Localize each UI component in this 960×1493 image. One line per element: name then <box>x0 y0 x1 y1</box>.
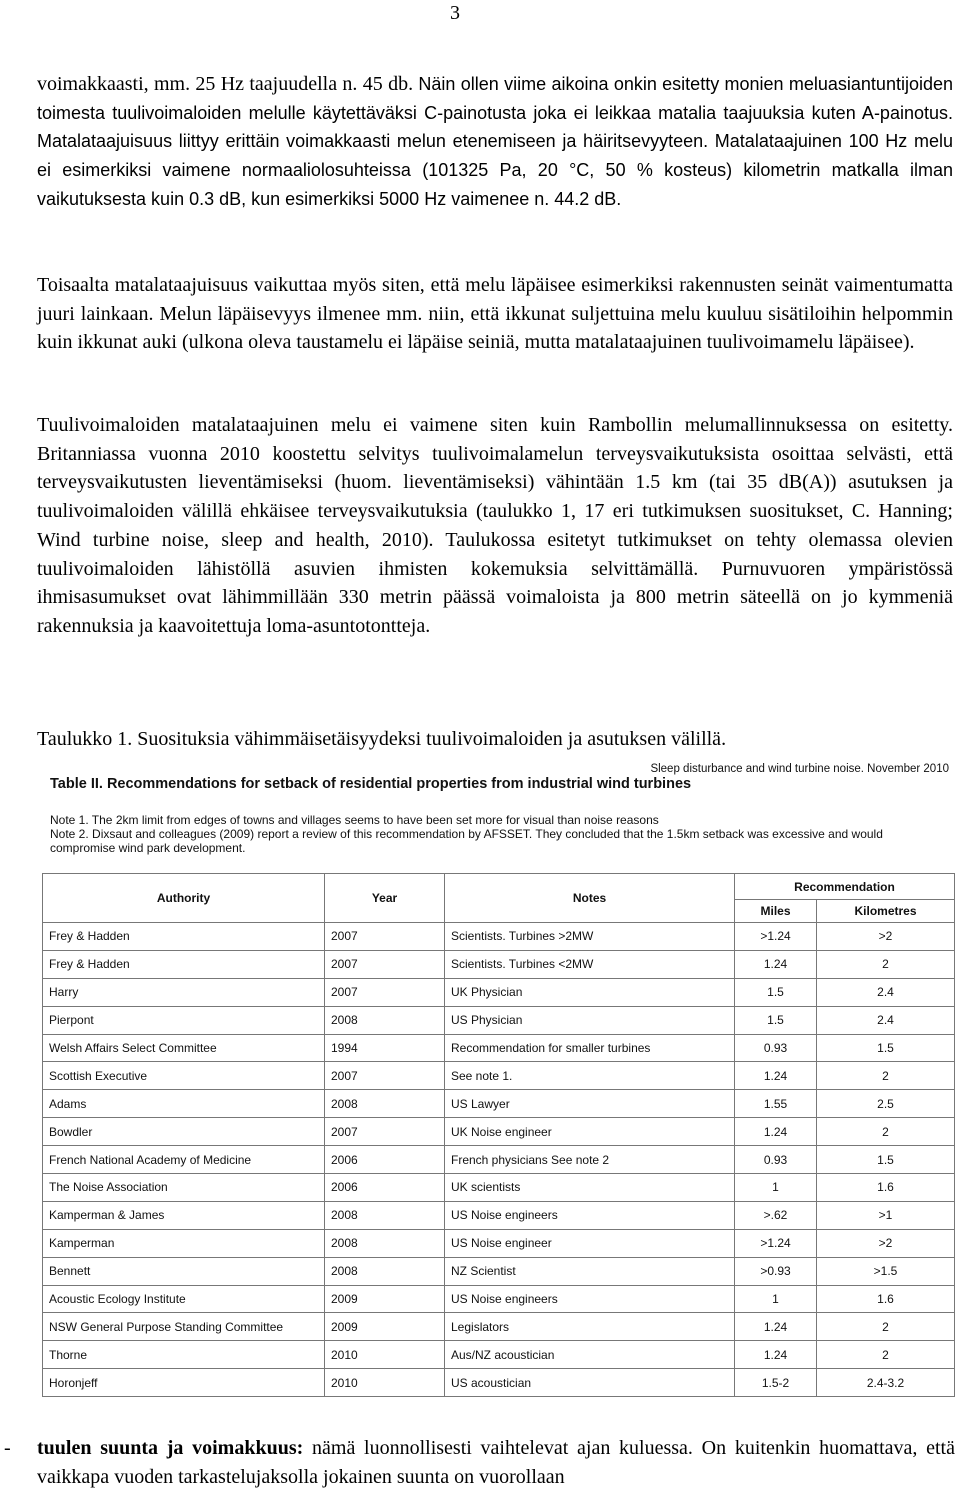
cell-notes: Scientists. Turbines >2MW <box>445 923 735 951</box>
cell-authority: Adams <box>43 1090 325 1118</box>
cell-year: 2007 <box>325 1118 445 1146</box>
table-row <box>43 1090 955 1118</box>
cell-authority: Scottish Executive <box>43 1062 325 1090</box>
paragraph-1-rest: Näin ollen viime aikoina onkin esitetty monien meluasiantuntijoiden toimesta tuulivoimaloiden melulle käytettäväksi C-painotusta joka ei leikkaa matalia taajuuksia kuten A-painotus. Matalataajuisuus liittyy erittäin voimakkaasti melun etenemiseen ja häiritsevyyteen. Matalataajuinen 100 Hz melu ei esimerkiksi vaimene normaaliolosuhteissa (101325 Pa, 20 °C, 50 % kosteus) kilometrin matkalla ilman vaikutuksesta kuin 0.3 dB, kun esimerkiksi 5000 Hz vaimenee n. 44.2 dB. <box>37 74 953 209</box>
bullet-dash: - <box>4 1437 11 1459</box>
bullet-body: nämä luonnollisesti vaihtelevat ajan kuluessa. On kuitenkin huomattava, että vaikkapa vuoden tarkastelujaksolla jokainen suunta on vuorollaan <box>37 1437 955 1488</box>
cell-year: 2009 <box>325 1313 445 1341</box>
cell-year: 2008 <box>325 1229 445 1257</box>
table-row <box>43 1174 955 1202</box>
table-row <box>43 1006 955 1034</box>
cell-miles: 0.93 <box>735 1146 817 1174</box>
cell-authority: Acoustic Ecology Institute <box>43 1285 325 1313</box>
table-caption: Taulukko 1. Suosituksia vähimmäisetäisyydeksi tuulivoimaloiden ja asutuksen välillä. <box>37 728 727 750</box>
table-row <box>43 1201 955 1229</box>
cell-authority: Frey & Hadden <box>43 950 325 978</box>
cell-miles: 1.24 <box>735 1313 817 1341</box>
cell-km: 2.4-3.2 <box>817 1369 955 1397</box>
cell-year: 2010 <box>325 1341 445 1369</box>
cell-notes: US Physician <box>445 1006 735 1034</box>
table-row <box>43 1034 955 1062</box>
cell-miles: 1.5 <box>735 978 817 1006</box>
table-row <box>43 950 955 978</box>
cell-authority: Harry <box>43 978 325 1006</box>
cell-authority: Bowdler <box>43 1118 325 1146</box>
cell-notes: UK scientists <box>445 1174 735 1202</box>
cell-notes: French physicians See note 2 <box>445 1146 735 1174</box>
figure-source: Sleep disturbance and wind turbine noise. November 2010 <box>650 763 949 775</box>
cell-year: 2008 <box>325 1201 445 1229</box>
cell-authority: Thorne <box>43 1341 325 1369</box>
figure-title: Table II. Recommendations for setback of residential properties from industrial wind turbines <box>50 776 692 792</box>
cell-notes: Scientists. Turbines <2MW <box>445 950 735 978</box>
cell-km: 2 <box>817 1341 955 1369</box>
cell-miles: 1.55 <box>735 1090 817 1118</box>
cell-authority: Pierpont <box>43 1006 325 1034</box>
header-kilometres: Kilometres <box>817 900 955 923</box>
cell-year: 2007 <box>325 923 445 951</box>
cell-notes: Aus/NZ acoustician <box>445 1341 735 1369</box>
cell-year: 2006 <box>325 1146 445 1174</box>
cell-year: 2009 <box>325 1285 445 1313</box>
cell-km: 1.6 <box>817 1174 955 1202</box>
cell-km: 1.5 <box>817 1146 955 1174</box>
cell-km: 2.4 <box>817 1006 955 1034</box>
cell-miles: 1.24 <box>735 1341 817 1369</box>
cell-miles: >.62 <box>735 1201 817 1229</box>
cell-miles: 0.93 <box>735 1034 817 1062</box>
cell-miles: 1.24 <box>735 1062 817 1090</box>
cell-notes: US acoustician <box>445 1369 735 1397</box>
cell-km: 2 <box>817 1313 955 1341</box>
bullet-item <box>0 1434 955 1491</box>
paragraph-2: Toisaalta matalataajuisuus vaikuttaa myös siten, että melu läpäisee esimerkiksi rakennusten seinät vaimentumatta juuri lainkaan. Melun läpäisevyys ilmenee mm. niin, että ikkunat suljettuina melu kuuluu sisätiloihin helpommin kuin ikkunat auki (ulkona oleva taustamelu ei läpäise seiniä, mutta matalataajuinen tuulivoimamelu läpäisee). <box>37 274 953 354</box>
paragraph-1-start: voimakkaasti, mm. 25 Hz taajuudella n. 45 db. <box>37 73 414 95</box>
cell-authority: Bennett <box>43 1257 325 1285</box>
table-body <box>43 923 955 1397</box>
cell-miles: >1.24 <box>735 1229 817 1257</box>
cell-miles: 1.5 <box>735 1006 817 1034</box>
paragraph-3: Tuulivoimaloiden matalataajuinen melu ei vaimene siten kuin Rambollin melumallinnuksessa on esitetty. Britanniassa vuonna 2010 koostettu selvitys tuulivoimalamelun terveysvaikutuksista osoittaa selvästi, että terveysvaikutusten lieventämiseksi (huom. lieventämiseksi) vähintään 1.5 km (tai 35 dB(A)) asutuksen ja tuulivoimaloiden välillä ehkäisee terveysvaikutuksia (taulukko 1, 17 eri tutkimuksen suositukset, C. Hanning; Wind turbine noise, sleep and health, 2010). Taulukossa esitetyt tutkimukset on tehty olemassa olevien tuulivoimaloiden lähistöllä asuvien ihmisten kokemuksia selvittämällä. Purnuvuoren ympäristössä ihmisasumukset ovat lähimmillään 330 metrin päässä voimaloista ja 800 metrin säteellä on jo kymmeniä rakennuksia ja kaavoitettuja loma-asuntotontteja. <box>37 414 953 637</box>
cell-year: 2006 <box>325 1174 445 1202</box>
cell-authority: The Noise Association <box>43 1174 325 1202</box>
table-row <box>43 1369 955 1397</box>
table-figure <box>40 758 955 1413</box>
cell-miles: 1.24 <box>735 950 817 978</box>
cell-notes: Recommendation for smaller turbines <box>445 1034 735 1062</box>
cell-authority: Kamperman & James <box>43 1201 325 1229</box>
paragraph-1 <box>37 70 953 214</box>
page-number: 3 <box>450 2 460 24</box>
cell-authority: Welsh Affairs Select Committee <box>43 1034 325 1062</box>
bullet-bold-term: tuulen suunta ja voimakkuus: <box>37 1437 304 1459</box>
header-notes: Notes <box>445 874 735 923</box>
bullet-text <box>37 1434 955 1491</box>
table-row <box>43 978 955 1006</box>
cell-notes: US Lawyer <box>445 1090 735 1118</box>
header-miles: Miles <box>735 900 817 923</box>
figure-note-2: Note 2. Dixsaut and colleagues (2009) report a review of this recommendation by AFSSET. They concluded that the 1.5km setback was excessive and would compromise wind park development. <box>50 827 883 855</box>
cell-year: 2007 <box>325 978 445 1006</box>
cell-authority: Kamperman <box>43 1229 325 1257</box>
cell-miles: 1.24 <box>735 1118 817 1146</box>
cell-notes: US Noise engineers <box>445 1201 735 1229</box>
table-row <box>43 1118 955 1146</box>
cell-notes: See note 1. <box>445 1062 735 1090</box>
cell-year: 2008 <box>325 1257 445 1285</box>
table-row <box>43 1062 955 1090</box>
cell-miles: >1.24 <box>735 923 817 951</box>
cell-year: 2008 <box>325 1090 445 1118</box>
cell-year: 2010 <box>325 1369 445 1397</box>
table-row <box>43 1341 955 1369</box>
cell-authority: Horonjeff <box>43 1369 325 1397</box>
cell-year: 2008 <box>325 1006 445 1034</box>
cell-year: 2007 <box>325 950 445 978</box>
cell-notes: US Noise engineers <box>445 1285 735 1313</box>
cell-notes: UK Noise engineer <box>445 1118 735 1146</box>
cell-notes: Legislators <box>445 1313 735 1341</box>
cell-year: 1994 <box>325 1034 445 1062</box>
table-row <box>43 923 955 951</box>
table-row <box>43 1257 955 1285</box>
cell-km: >1 <box>817 1201 955 1229</box>
cell-km: 2 <box>817 1118 955 1146</box>
cell-miles: 1 <box>735 1174 817 1202</box>
table-row <box>43 1146 955 1174</box>
cell-km: 2 <box>817 1062 955 1090</box>
header-recommendation: Recommendation <box>735 874 955 900</box>
cell-miles: >0.93 <box>735 1257 817 1285</box>
cell-km: 2.4 <box>817 978 955 1006</box>
cell-km: >1.5 <box>817 1257 955 1285</box>
cell-miles: 1.5-2 <box>735 1369 817 1397</box>
cell-km: 2.5 <box>817 1090 955 1118</box>
table-row <box>43 1313 955 1341</box>
figure-note-1: Note 1. The 2km limit from edges of towns and villages seems to have been set more for visual than noise reasons <box>50 813 659 827</box>
cell-authority: Frey & Hadden <box>43 923 325 951</box>
table-row <box>43 1285 955 1313</box>
recommendations-table <box>42 873 955 1397</box>
cell-km: 1.6 <box>817 1285 955 1313</box>
cell-miles: 1 <box>735 1285 817 1313</box>
cell-km: 2 <box>817 950 955 978</box>
cell-km: >2 <box>817 1229 955 1257</box>
cell-notes: US Noise engineer <box>445 1229 735 1257</box>
cell-authority: French National Academy of Medicine <box>43 1146 325 1174</box>
cell-km: >2 <box>817 923 955 951</box>
cell-authority: NSW General Purpose Standing Committee <box>43 1313 325 1341</box>
cell-year: 2007 <box>325 1062 445 1090</box>
table-row <box>43 1229 955 1257</box>
header-year: Year <box>325 874 445 923</box>
cell-notes: UK Physician <box>445 978 735 1006</box>
cell-notes: NZ Scientist <box>445 1257 735 1285</box>
header-authority: Authority <box>43 874 325 923</box>
cell-km: 1.5 <box>817 1034 955 1062</box>
